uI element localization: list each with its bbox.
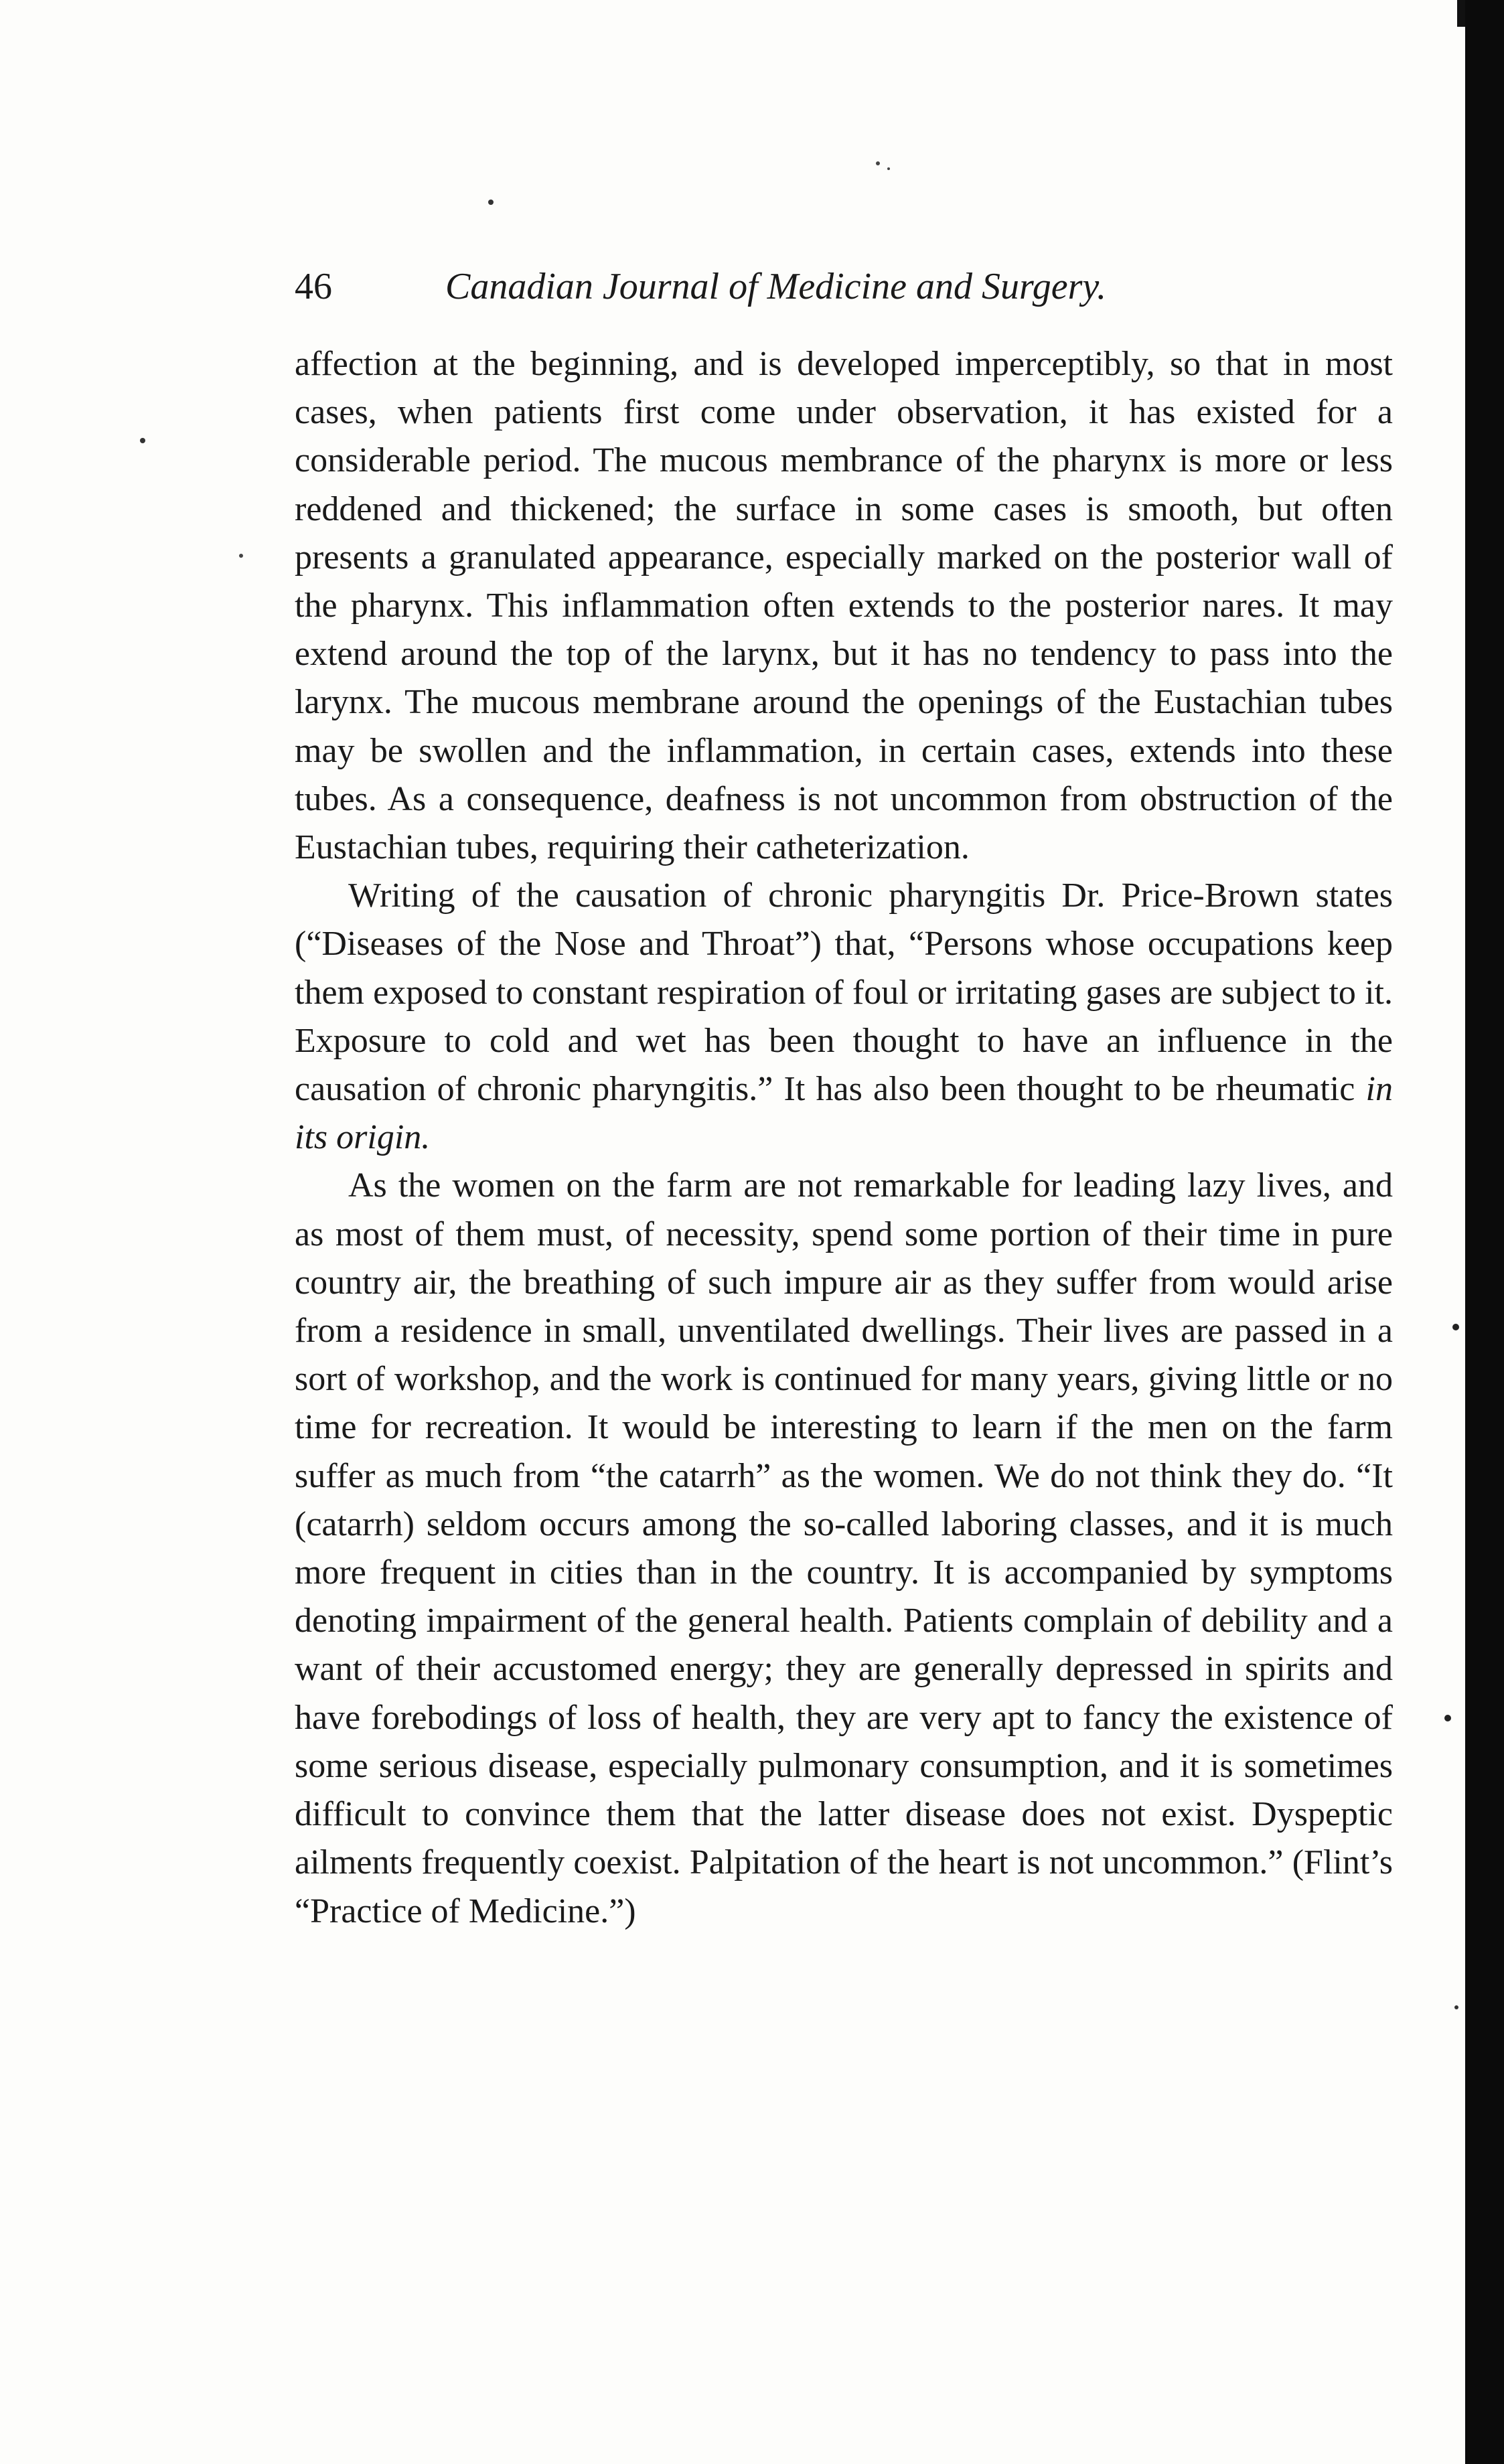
scan-edge-notch <box>1457 0 1465 27</box>
paragraph-2-text: Writing of the causation of chronic pharyngitis Dr. Price-Brown states (“Diseases of the Nose and Throat”) that, “Persons whose occupations keep them exposed to constant respiration of foul or irritating gases are subject to it. Exposure to cold and wet has been thought to have an influence in the causation of chronic pharyngitis.” It has also been thought to be rheumatic <box>295 876 1393 1109</box>
page-header <box>295 260 1393 313</box>
paragraph-1: affection at the beginning, and is developed imperceptibly, so that in most cases, when patients first come under observation, it has existed for a considerable period. The mucous membrance of the pharynx is more or less reddened and thickened; the surface in some cases is smooth, but often presents a granulated appearance, especially marked on the posterior wall of the pharynx. This inflammation often extends to the posterior nares. It may extend around the top of the larynx, but it has no tendency to pass into the larynx. The mucous membrane around the openings of the Eustachian tubes may be swollen and the inflammation, in certain cases, extends into these tubes. As a consequence, deafness is not uncommon from obstruction of the Eustachian tubes, requiring their catheterization. <box>295 345 1393 867</box>
paragraph-2-italic: in its origin. <box>295 1070 1393 1157</box>
paragraph-2 <box>295 872 1393 1162</box>
scan-edge-shadow <box>1465 0 1504 2464</box>
article-body <box>295 340 1393 1936</box>
running-title: Canadian Journal of Medicine and Surgery. <box>445 266 1107 307</box>
page-number: 46 <box>295 266 332 307</box>
paragraph-3: As the women on the farm are not remarkable for leading lazy lives, and as most of them must, of necessity, spend some portion of their time in pure country air, the breathing of such impure air as they suffer from would arise from a residence in small, unventilated dwellings. Their lives are passed in a sort of workshop, and the work is continued for many years, giving little or no time for recreation. It would be interesting to learn if the men on the farm suffer as much from “the catarrh” as the women. We do not think they do. “It (catarrh) seldom occurs among the so-called laboring classes, and it is much more frequent in cities than in the country. It is accompanied by symptoms denoting impairment of the general health. Patients complain of debility and a want of their accustomed energy; they are generally depressed in spirits and have forebodings of loss of health, they are very apt to fancy the existence of some serious disease, especially pulmonary consumption, and it is sometimes difficult to convince them that the latter disease does not exist. Dyspeptic ailments frequently coexist. Palpitation of the heart is not uncommon.” (Flint’s “Practice of Medicine.”) <box>295 1166 1393 1930</box>
